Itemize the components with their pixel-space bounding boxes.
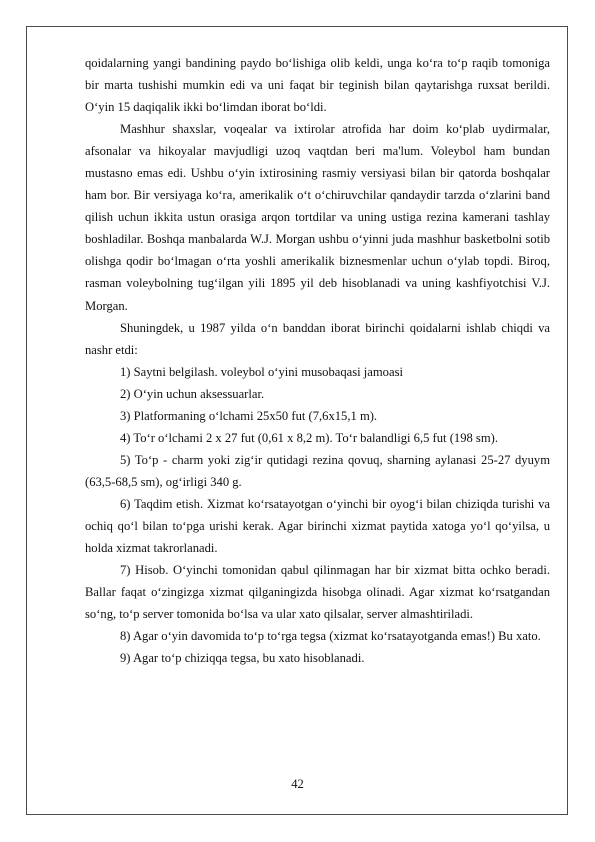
paragraph-continuation: qoidalarning yangi bandining paydo bo‘lishiga olib keldi, unga ko‘ra to‘p raqib tomoniga bir marta tushishi mumkin edi va uni faqat bir teginish bilan qaytarishga ruxsat berildi. O‘yin 15 daqiqalik ikki bo‘limdan iborat bo‘ldi. <box>85 56 550 115</box>
page-number: 42 <box>291 777 304 791</box>
rule-item-3: 3) Platformaning o‘lchami 25x50 fut (7,6x15,1 m). <box>120 408 378 423</box>
paragraph-volleyball-legends: Mashhur shaxslar, voqealar va ixtirolar atrofida har doim ko‘plab uydirmalar, afsonalar va hikoyalar mavjudligi uzoq vaqtdan beri ma'lum. Voleybol ham bundan mustasno emas edi. Ushbu o‘yin ixtirosining rasmiy versiyasi bilan bir qatorda boshqalar ham bor. Bir versiyaga ko‘ra, amerikalik o‘t o‘chiruvchilar qandaydir tarzda o‘zlarini band qilish uchun ikkita ustun orasiga arqon tortdilar va uning ustiga rezina kamerani tashlay boshladilar. Boshqa manbalarda W.J. Morgan ushbu o‘yinni juda mashhur basketbolni sotib olishga qodir bo‘lmagan o‘rta yoshli amerikalik biznesmenlar uchun o‘ylab topdi. Biroq, rasman voleybolning tug‘ilgan yili 1895 yil deb hisoblanadi va uning kashfiyotchisi V.J. Morgan. <box>85 122 550 313</box>
rule-item-9: 9) Agar to‘p chiziqqa tegsa, bu xato hisoblanadi. <box>120 651 365 666</box>
paragraph-first-rules-intro: Shuningdek, u 1987 yilda o‘n banddan iborat birinchi qoidalarni ishlab chiqdi va nashr etdi: <box>85 320 550 357</box>
rule-item-5: 5) To‘p - charm yoki zig‘ir qutidagi rezina qovuq, sharning aylanasi 25-27 dyuym (63,5-68,5 sm), og‘irligi 340 g. <box>85 452 550 489</box>
rule-item-6: 6) Taqdim etish. Xizmat ko‘rsatayotgan o‘yinchi bir oyog‘i bilan chiziqda turishi va ochiq qo‘l bilan to‘pga urishi kerak. Agar birinchi xizmat paytida xatoga yo‘l qo‘yilsa, u holda xizmat takrorlanadi. <box>85 496 550 556</box>
rule-item-8: 8) Agar o‘yin davomida to‘p to‘rga tegsa (xizmat ko‘rsatayotganda emas!) Bu xato. <box>120 629 541 644</box>
rule-item-1: 1) Saytni belgilash. voleybol o‘yini musobaqasi jamoasi <box>120 364 403 379</box>
rule-item-7: 7) Hisob. O‘yinchi tomonidan qabul qilinmagan har bir xizmat bitta ochko beradi. Ballar faqat o‘zingizga xizmat qilganingizda hisobga olinadi. Agar xizmat ko‘rsatgandan so‘ng, to‘p server tomonida bo‘lsa va ular xato qilsalar, server almashtiriladi. <box>85 563 550 622</box>
rule-item-2: 2) O‘yin uchun aksessuarlar. <box>120 386 265 401</box>
document-body <box>85 52 550 669</box>
rule-item-4: 4) To‘r o‘lchami 2 x 27 fut (0,61 x 8,2 m). To‘r balandligi 6,5 fut (198 sm). <box>120 430 498 445</box>
